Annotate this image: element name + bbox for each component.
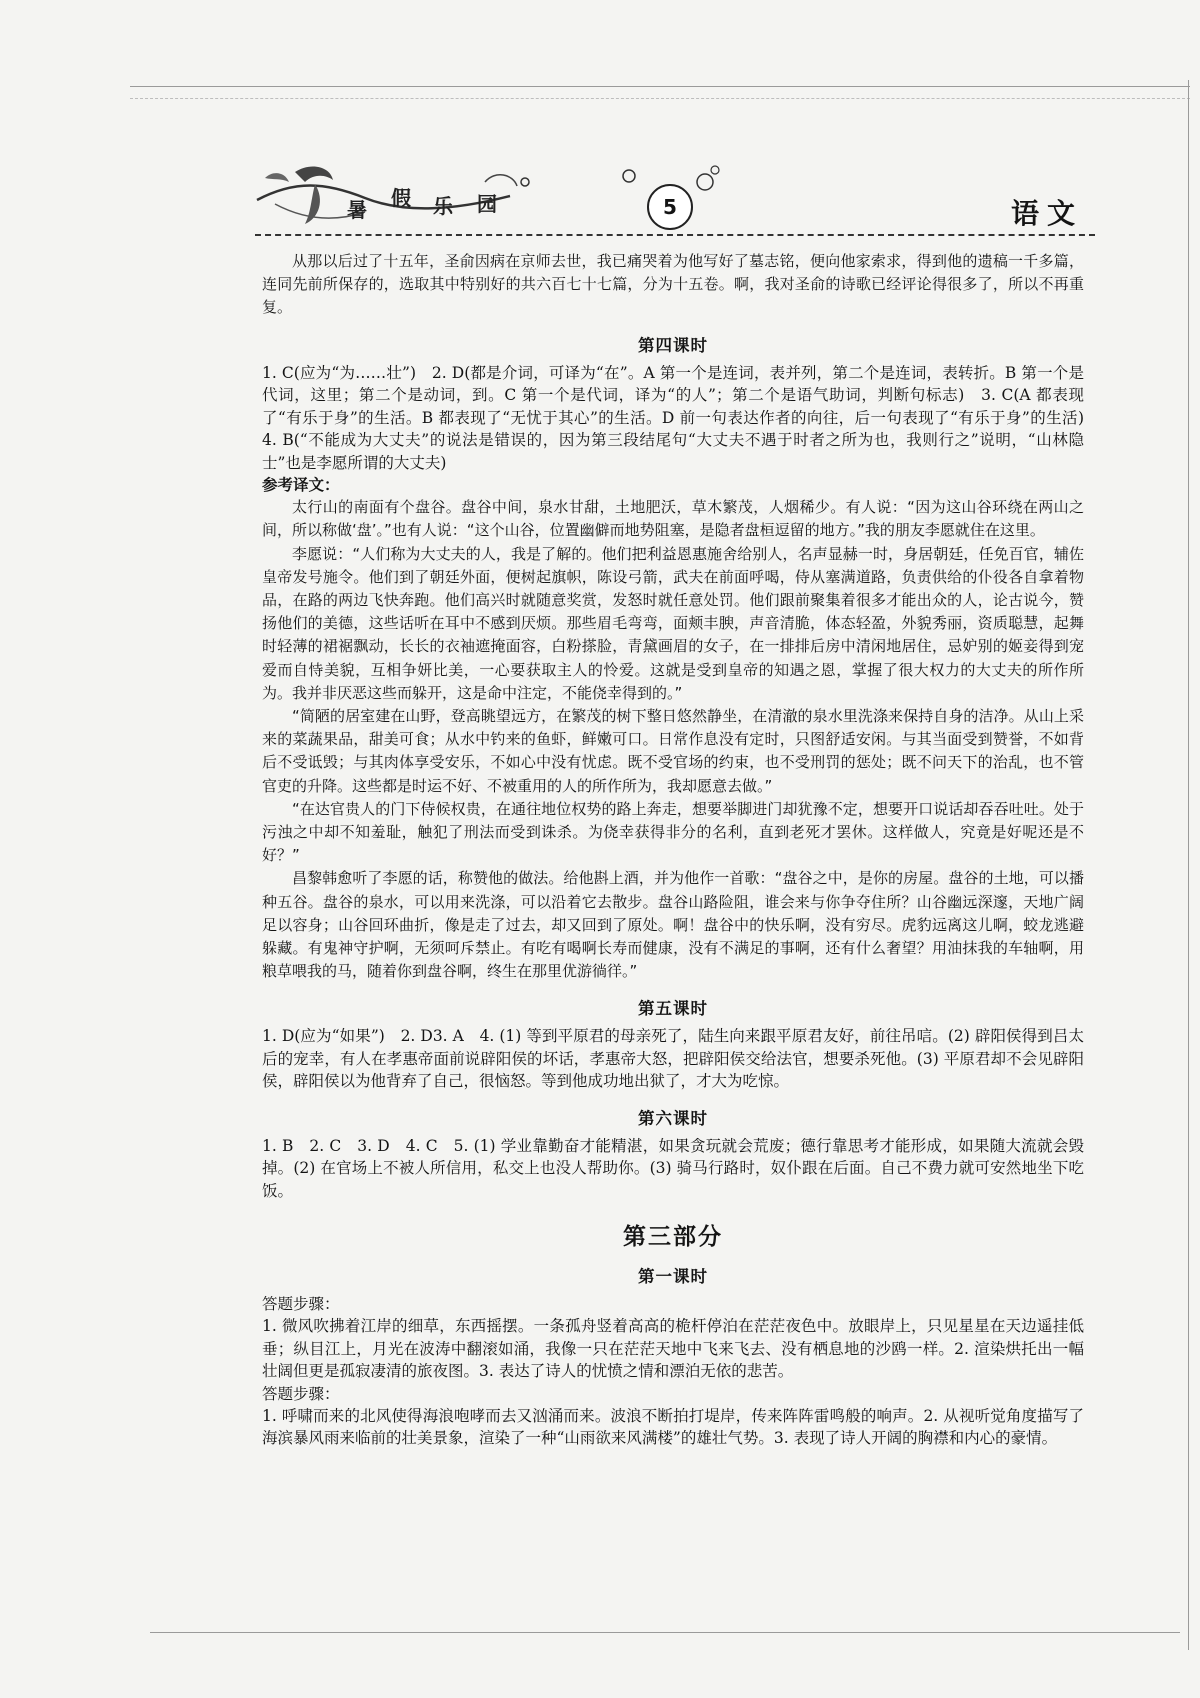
scan-border-right xyxy=(1188,80,1189,1650)
steps-label-1: 答题步骤： xyxy=(262,1295,340,1314)
steps-answer-1: 1. 微风吹拂着江岸的细草，东西摇摆。一条孤舟竖着高高的桅杆停泊在茫茫夜色中。放眼岸上，只见星星在天边遥挂低垂；纵目江上，月光在波涛中翻滚如涌，我像一只在茫茫天地中飞来飞去、没有栖息地的沙鸥一样。2. 渲染烘托出一幅壮阔但更是孤寂凄清的旅夜图。3. 表达了诗人的忧愤之情和漂泊无依的悲苦。 xyxy=(262,1317,1084,1381)
lesson4-translation-label: 参考译文： xyxy=(262,475,340,495)
banner-char-1: 暑 xyxy=(347,198,369,222)
header-dashed-rule xyxy=(255,234,1095,236)
part3-lesson1-title: 第一课时 xyxy=(638,1267,708,1287)
steps-label-2: 答题步骤： xyxy=(262,1384,340,1403)
intro-paragraph: 从那以后过了十五年，圣俞因病在京师去世，我已痛哭着为他写好了墓志铭，便向他家索求，得到他的遗稿一千多篇，连同先前所保存的，选取其中特别好的共六百七十七篇，分为十五卷。啊，我对圣俞的诗歌已经评论得很多了，所以不再重复。 xyxy=(262,252,1084,317)
translation-paragraph-3: “简陋的居室建在山野，登高眺望远方，在繁茂的树下整日悠然静坐，在清澈的泉水里洗涤来保持自身的洁净。从山上采来的菜蔬果品，甜美可食；从水中钓来的鱼虾，鲜嫩可口。日常作息没有定时，只图舒适安闲。与其当面受到赞誉，不如背后不受诋毁；与其肉体享受安乐，不如心中没有忧虑。既不受官场的约束，也不受刑罚的惩处；既不问天下的治乱，也不管官吏的升降。这些都是时运不好、不被重用的人的所作所为，我却愿意去做。” xyxy=(262,706,1084,795)
banner-char-3: 乐 xyxy=(433,194,455,218)
part3-title: 第三部分 xyxy=(623,1223,723,1251)
translation-paragraph-2: 李愿说：“人们称为大丈夫的人，我是了解的。他们把利益恩惠施舍给别人，名声显赫一时，身居朝廷，任免百官，辅佐皇帝发号施令。他们到了朝廷外面，便树起旗帜，陈设弓箭，武夫在前面呼喝，侍从塞满道路，负责供给的仆役各自拿着物品，在路的两边飞快奔跑。他们高兴时就随意奖赏，发怒时就任意处罚。他们跟前聚集着很多才能出众的人，论古说今，赞扬他们的美德，这些话听在耳中不感到厌烦。那些眉毛弯弯，面颊丰腴，声音清脆，体态轻盈，外貌秀丽，资质聪慧，起舞时轻薄的裙裾飘动，长长的衣袖遮掩面容，白粉搽脸，青黛画眉的女子，在一排排后房中清闲地居住，忌妒别的姬妾得到宠爱而自恃美貌，互相争妍比美，一心要获取主人的怜爱。这就是受到皇帝的知遇之恩，掌握了很大权力的大丈夫的所作所为。我并非厌恶这些而躲开，这是命中注定，不能侥幸得到的。” xyxy=(262,544,1084,702)
translation-paragraph-5: 昌黎韩愈听了李愿的话，称赞他的做法。给他斟上酒，并为他作一首歌：“盘谷之中，是你的房屋。盘谷的土地，可以播种五谷。盘谷的泉水，可以用来洗涤，可以沿着它去散步。盘谷山路险阻，谁会来与你争夺住所？山谷幽远深邃，天地广阔足以容身；山谷回环曲折，像是走了过去，却又回到了原处。啊！盘谷中的快乐啊，没有穷尽。虎豹远离这儿啊，蛟龙逃避躲藏。有鬼神守护啊，无须呵斥禁止。有吃有喝啊长寿而健康，没有不满足的事啊，还有什么奢望？用油抹我的车轴啊，用粮草喂我的马，随着你到盘谷啊，终生在那里优游徜徉。” xyxy=(262,869,1084,981)
lesson5-answers: 1. D(应为“如果”) 2. D3. A 4. (1) 等到平原君的母亲死了，陆生向来跟平原君友好，前往吊唁。(2) 辟阳侯得到吕太后的宠幸，有人在孝惠帝面前说辟阳侯的坏话，孝惠帝大怒，把辟阳侯交给法官，想要杀死他。(3) 平原君却不会见辟阳侯，辟阳侯以为他背弃了自己，很恼怒。等到他成功地出狱了，才大为吃惊。 xyxy=(262,1027,1084,1091)
subject-title: 语文 xyxy=(1010,197,1083,230)
banner-char-4: 园 xyxy=(477,192,499,216)
lesson4-title: 第四课时 xyxy=(638,335,708,355)
lesson6-title: 第六课时 xyxy=(638,1108,708,1128)
scan-border-bottom xyxy=(150,1632,1180,1633)
lesson6-answers: 1. B 2. C 3. D 4. C 5. (1) 学业靠勤奋才能精湛，如果贪玩就会荒废；德行靠思考才能形成，如果随大流就会毁掉。(2) 在官场上不被人所信用，私交上也没人帮助你。(3) 骑马行路时，奴仆跟在后面。自己不费力就可安然地坐下吃饭。 xyxy=(262,1136,1084,1200)
lesson4-answers: 1. C(应为“为……壮”) 2. D(都是介词，可译为“在”。A 第一个是连词，表并列，第二个是连词，表转折。B 第一个是代词，这里；第二个是动词，到。C 第一个是代词，译为“的人”；第二个是语气助词，判断句标志) 3. C(A 都表现了“有乐于身”的生活。B 都表现了“无忧于其心”的生活。D 前一句表达作者的向往，后一句表现了“有乐于身”的生活) 4. B(“不能成为大丈夫”的说法是错误的，因为第三段结尾句“大丈夫不遇于时者之所为也，我则行之”说明，“山林隐士”也是李愿所谓的大丈夫) xyxy=(262,363,1100,472)
steps-answer-2: 1. 呼啸而来的北风使得海浪咆哮而去又汹涌而来。波浪不断拍打堤岸，传来阵阵雷鸣般的响声。2. 从视听觉角度描写了海滨暴风雨来临前的壮美景象，渲染了一种“山雨欲来风满楼”的雄壮气势。3. 表现了诗人开阔的胸襟和内心的豪情。 xyxy=(262,1406,1084,1448)
translation-paragraph-1: 太行山的南面有个盘谷。盘谷中间，泉水甘甜，土地肥沃，草木繁茂，人烟稀少。有人说：“因为这山谷环绕在两山之间，所以称做‘盘’。”也有人说：“这个山谷，位置幽僻而地势阻塞，是隐者盘桓逗留的地方。”我的朋友李愿就住在这里。 xyxy=(262,498,1084,540)
scan-border-top-inner xyxy=(130,98,1190,99)
page-header xyxy=(255,160,1095,240)
translation-paragraph-4: “在达官贵人的门下侍候权贵，在通往地位权势的路上奔走，想要举脚进门却犹豫不定，想要开口说话却吞吞吐吐。处于污浊之中却不知羞耻，触犯了刑法而受到诛杀。为侥幸获得非分的名利，直到老死才罢休。这样做人，究竟是好呢还是不好？” xyxy=(262,799,1084,865)
answer-content xyxy=(262,250,1100,1450)
banner-char-2: 假 xyxy=(391,186,413,210)
scan-border-top xyxy=(130,86,1190,87)
lesson5-title: 第五课时 xyxy=(638,999,708,1019)
page-number: 5 xyxy=(647,184,693,230)
